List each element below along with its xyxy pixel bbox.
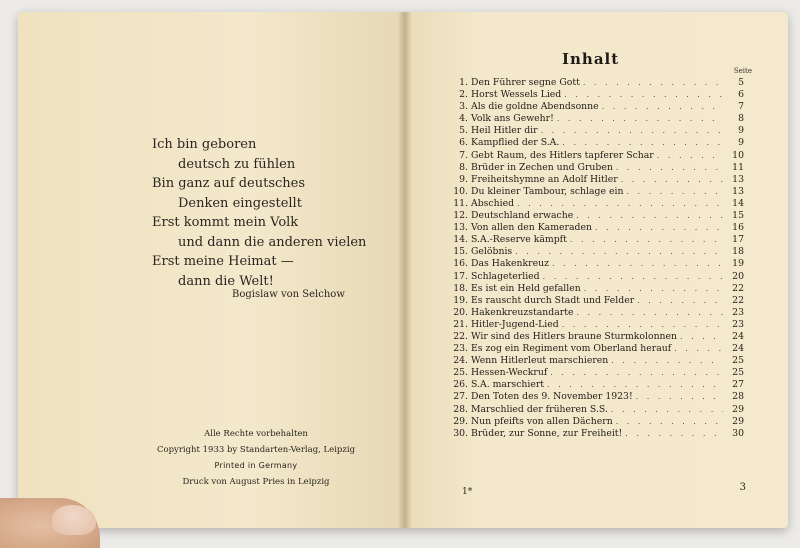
toc-entry-page: 22: [732, 282, 744, 294]
toc-entry: [444, 331, 744, 343]
toc-entry-title: Den Führer segne Gott: [471, 77, 580, 88]
book-gutter: [398, 12, 412, 528]
toc-entry: [444, 101, 744, 113]
toc-entry-number: 27.: [453, 391, 468, 403]
toc-entry: [444, 258, 744, 270]
thumbnail-nail: [52, 505, 96, 535]
toc-entry: [444, 343, 744, 355]
toc-entry: [444, 77, 744, 89]
toc-entry: [444, 355, 744, 367]
toc-entry: [444, 210, 744, 222]
imprint: [136, 426, 376, 490]
toc-entry-title: Hakenkreuzstandarte: [471, 306, 574, 318]
toc-leader-dots: [564, 90, 723, 99]
toc-leader-dots: [576, 211, 723, 220]
toc-entry: [444, 428, 744, 440]
toc-entry-number: 17.: [453, 270, 468, 282]
poem-line: Erst kommt mein Volk: [152, 215, 299, 230]
left-page: [18, 12, 406, 528]
poem-line: und dann die anderen vielen: [178, 234, 367, 250]
toc-entry-title: Schlageterlied: [471, 270, 540, 282]
poem-author: Bogislaw von Selchow: [232, 289, 345, 300]
toc-entry-number: 2.: [459, 89, 468, 101]
toc-leader-dots: [547, 380, 723, 389]
toc-entry-number: 20.: [453, 306, 468, 318]
toc-entry-page: 13: [732, 185, 744, 197]
toc-entry-title: S.A.-Reserve kämpft: [471, 234, 567, 246]
toc-leader-dots: [637, 296, 723, 305]
toc-entry: [444, 162, 744, 174]
toc-entry-page: 25: [732, 367, 744, 379]
toc-entry-page: 17: [732, 234, 744, 246]
toc-entry-title: Kampflied der S.A.: [471, 137, 560, 149]
toc-entry-page: 5: [738, 77, 744, 88]
toc-entry: [444, 391, 744, 403]
toc-leader-dots: [562, 138, 723, 147]
toc-entry-title: Marschlied der früheren S.S.: [471, 403, 608, 415]
toc-entry-number: 5.: [459, 125, 468, 137]
toc-entry-number: 11.: [453, 197, 468, 209]
toc-entry-title: Deutschland erwache: [471, 210, 574, 222]
toc-entry: [444, 416, 744, 428]
toc-entry-page: 8: [738, 113, 744, 125]
toc-entry-page: 30: [732, 427, 744, 439]
table-of-contents: [444, 77, 744, 440]
toc-leader-dots: [611, 405, 723, 414]
toc-entry: [444, 234, 744, 246]
copyright-notice: Copyright 1933 by Standarten-Verlag, Leipzig: [156, 445, 356, 455]
toc-entry-title: Den Toten des 9. November 1923!: [471, 391, 633, 403]
toc-entry-page: 9: [738, 125, 744, 137]
toc-leader-dots: [636, 392, 723, 401]
toc-entry-page: 25: [732, 355, 744, 367]
toc-entry-number: 30.: [453, 427, 468, 439]
toc-leader-dots: [657, 151, 723, 160]
toc-entry-number: 24.: [453, 355, 468, 367]
toc-entry: [444, 283, 744, 295]
toc-entry-number: 8.: [459, 161, 468, 173]
poem: [152, 135, 366, 291]
toc-entry-number: 10.: [453, 185, 468, 197]
toc-leader-dots: [543, 272, 723, 281]
toc-entry-page: 27: [732, 379, 744, 391]
toc-leader-dots: [616, 163, 723, 172]
toc-entry-number: 21.: [453, 318, 468, 330]
toc-entry-title: Hitler-Jugend-Lied: [471, 318, 559, 330]
poem-line: Bin ganz auf deutsches: [152, 176, 306, 191]
toc-entry-page: 24: [732, 330, 744, 342]
toc-entry-title: Wir sind des Hitlers braune Sturmkolonnen: [471, 330, 678, 342]
toc-entry-page: 28: [732, 391, 744, 403]
toc-entry: [444, 379, 744, 391]
poem-line: Erst meine Heimat —: [152, 254, 294, 269]
toc-entry: [444, 198, 744, 210]
toc-leader-dots: [570, 235, 723, 244]
toc-entry-title: Gebt Raum, des Hitlers tapferer Schar: [471, 149, 654, 161]
toc-leader-dots: [680, 332, 723, 341]
toc-title: Inhalt: [562, 50, 620, 68]
toc-entry-title: Hessen-Weckruf: [471, 367, 548, 379]
toc-entry-page: 15: [732, 210, 744, 222]
poem-line: Ich bin geboren: [152, 137, 257, 152]
toc-entry-page: 10: [732, 149, 744, 161]
toc-entry: [444, 174, 744, 186]
toc-entry: [444, 246, 744, 258]
toc-entry: [444, 89, 744, 101]
toc-entry-title: Du kleiner Tambour, schlage ein: [471, 185, 624, 197]
rights-notice: Alle Rechte vorbehalten: [204, 429, 308, 439]
toc-entry-title: S.A. marschiert: [471, 379, 545, 391]
poem-line: deutsch zu fühlen: [178, 156, 296, 172]
toc-leader-dots: [576, 308, 723, 317]
toc-entry-number: 3.: [459, 101, 468, 113]
toc-entry-number: 25.: [453, 367, 468, 379]
toc-entry: [444, 222, 744, 234]
signature-mark: 1*: [462, 487, 473, 497]
toc-entry-page: 9: [738, 137, 744, 149]
toc-leader-dots: [552, 259, 723, 268]
toc-leader-dots: [557, 114, 723, 123]
toc-entry-title: Als die goldne Abendsonne: [471, 101, 599, 113]
toc-leader-dots: [583, 78, 723, 87]
page-number: 3: [739, 482, 746, 493]
toc-entry-page: 24: [732, 343, 744, 355]
toc-entry-number: 15.: [453, 246, 468, 258]
toc-entry-number: 14.: [453, 234, 468, 246]
toc-entry-page: 7: [738, 101, 744, 113]
toc-leader-dots: [621, 175, 723, 184]
toc-entry-number: 6.: [459, 137, 468, 149]
toc-leader-dots: [602, 102, 723, 111]
toc-entry-number: 26.: [453, 379, 468, 391]
toc-entry: [444, 295, 744, 307]
poem-line: dann die Welt!: [178, 273, 274, 289]
toc-leader-dots: [550, 368, 723, 377]
toc-leader-dots: [674, 344, 723, 353]
toc-entry-number: 12.: [453, 210, 468, 222]
page-column-label: Seite: [733, 67, 752, 75]
toc-entry-page: 6: [738, 89, 744, 101]
toc-entry-number: 19.: [453, 294, 468, 306]
toc-entry-page: 18: [732, 246, 744, 258]
toc-leader-dots: [611, 356, 723, 365]
toc-entry-number: 29.: [453, 415, 468, 427]
toc-entry-number: 7.: [459, 149, 468, 161]
toc-leader-dots: [626, 187, 723, 196]
toc-entry: [444, 150, 744, 162]
printer-notice: Druck von August Pries in Leipzig: [182, 477, 330, 487]
toc-entry-number: 1.: [459, 77, 468, 88]
toc-leader-dots: [517, 199, 723, 208]
toc-entry: [444, 271, 744, 283]
toc-entry-title: Nun pfeifts von allen Dächern: [471, 415, 613, 427]
toc-entry-title: Von allen den Kameraden: [471, 222, 592, 234]
toc-entry-title: Wenn Hitlerleut marschieren: [471, 355, 609, 367]
toc-entry-number: 13.: [453, 222, 468, 234]
right-page: [404, 12, 788, 528]
toc-entry-title: Es rauscht durch Stadt und Felder: [471, 294, 635, 306]
toc-entry-page: 13: [732, 173, 744, 185]
toc-entry-number: 28.: [453, 403, 468, 415]
toc-entry-number: 23.: [453, 343, 468, 355]
toc-entry-page: 22: [732, 294, 744, 306]
toc-entry: [444, 404, 744, 416]
toc-entry-number: 4.: [459, 113, 468, 125]
toc-entry: [444, 113, 744, 125]
toc-entry-title: Das Hakenkreuz: [471, 258, 549, 270]
toc-entry-page: 19: [732, 258, 744, 270]
toc-entry: [444, 307, 744, 319]
toc-leader-dots: [595, 223, 723, 232]
toc-entry: [444, 137, 744, 149]
toc-entry-number: 18.: [453, 282, 468, 294]
toc-entry: [444, 186, 744, 198]
toc-entry-title: Brüder in Zechen und Gruben: [471, 161, 613, 173]
toc-entry-number: 16.: [453, 258, 468, 270]
toc-entry-page: 29: [732, 415, 744, 427]
toc-entry-title: Heil Hitler dir: [471, 125, 538, 137]
toc-entry-page: 23: [732, 306, 744, 318]
toc-entry-title: Es zog ein Regiment vom Oberland herauf: [471, 343, 672, 355]
toc-entry: [444, 125, 744, 137]
toc-entry-title: Volk ans Gewehr!: [471, 113, 554, 125]
toc-leader-dots: [584, 284, 723, 293]
toc-entry-title: Es ist ein Held gefallen: [471, 282, 581, 294]
toc-entry-number: 9.: [459, 173, 468, 185]
toc-leader-dots: [515, 247, 723, 256]
toc-entry-title: Freiheitshymne an Adolf Hitler: [471, 173, 618, 185]
toc-entry: [444, 319, 744, 331]
toc-entry-number: 22.: [453, 330, 468, 342]
poem-line: Denken eingestellt: [178, 195, 302, 211]
toc-leader-dots: [625, 429, 723, 438]
toc-leader-dots: [541, 126, 723, 135]
toc-leader-dots: [616, 417, 723, 426]
toc-entry-title: Horst Wessels Lied: [471, 89, 562, 101]
toc-entry-page: 11: [732, 161, 744, 173]
toc-entry-page: 23: [732, 318, 744, 330]
toc-entry: [444, 367, 744, 379]
toc-entry-page: 14: [732, 197, 744, 209]
toc-entry-title: Gelöbnis: [471, 246, 513, 258]
toc-entry-page: 29: [732, 403, 744, 415]
toc-leader-dots: [562, 320, 723, 329]
open-booklet: [18, 12, 788, 528]
toc-entry-title: Brüder, zur Sonne, zur Freiheit!: [471, 427, 623, 439]
toc-entry-page: 16: [732, 222, 744, 234]
toc-entry-title: Abschied: [471, 197, 515, 209]
toc-entry-page: 20: [732, 270, 744, 282]
printed-notice: Printed in Germany: [214, 461, 298, 470]
